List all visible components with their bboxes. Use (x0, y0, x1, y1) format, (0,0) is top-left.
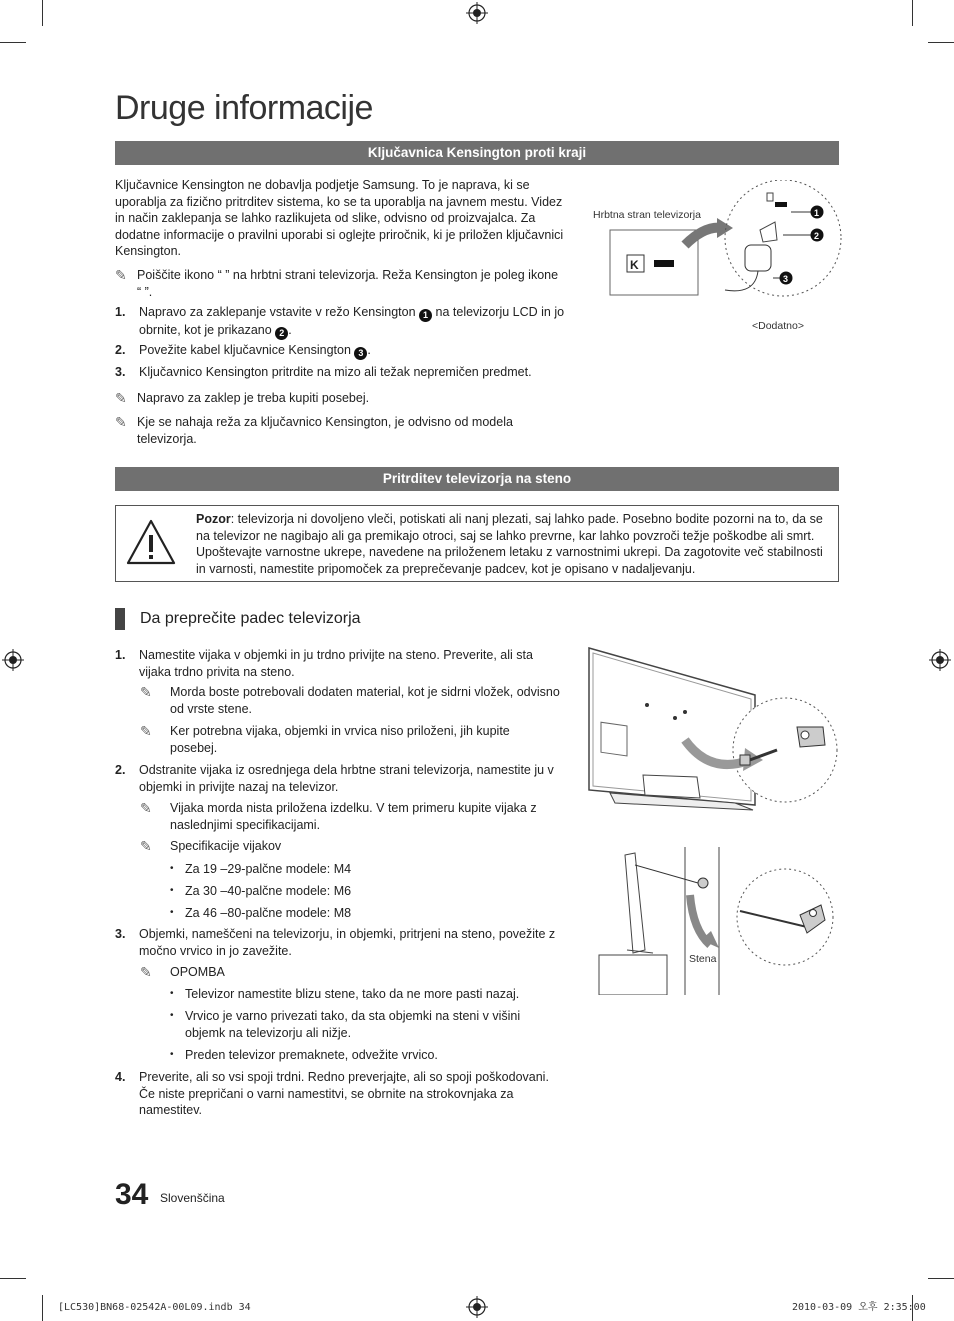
note-text: Specifikacije vijakov (170, 839, 282, 853)
note-pencil-icon: ✎ (140, 838, 152, 854)
note-pencil-icon: ✎ (115, 414, 127, 430)
file-info: [LC530]BN68-02542A-00L09.indb 34 (58, 1302, 251, 1313)
note-bullet-item (170, 986, 560, 1003)
note-slot-location (115, 414, 565, 447)
kensington-step-3 (115, 364, 565, 381)
kensington-intro: Ključavnice Kensington ne dobavlja podjetje Samsung. To je naprava, ki se uporablja za fizično pritrditev sistema, ko se ta uporablja na javnem mestu. Videz in način zaklepanja se lahko razlikujeta od slike, odvisno od proizvajalca. Za dodatne informacije o pravilni uporabi si oglejte priročnik, ki je priložen ključavnici Kensington. (115, 178, 564, 258)
bullet: • (170, 907, 174, 918)
crop-mark (928, 42, 954, 43)
screw-spec-item (170, 861, 351, 878)
note-text: Morda boste potrebovali dodaten material, kot je sidrni vložek, odvisno od vrste stene. (170, 685, 560, 716)
step-number: 3. (115, 927, 126, 941)
wall-step-2 (115, 762, 560, 795)
step-number: 3. (115, 365, 126, 379)
note-lock-purchase (115, 390, 565, 407)
step-number: 2. (115, 763, 126, 777)
step-text: Namestite vijaka v objemki in ju trdno privijte na steno. Preverite, ali sta vijaka trdno privita na steno. (139, 648, 533, 679)
figure-marker-3: 3 (783, 274, 789, 284)
kensington-step-1 (115, 304, 565, 340)
screw-spec-item (170, 883, 351, 900)
page-number: 34 (115, 1178, 149, 1211)
note-text: Vijaka morda nista priložena izdelku. V tem primeru kupite vijaka z naslednjimi specifikacijami. (170, 801, 537, 832)
figure-marker-2: 2 (814, 231, 820, 241)
crop-mark (42, 1295, 43, 1321)
wall-step-4 (115, 1069, 560, 1119)
note-bullet-text: Preden televizor premaknete, odvežite vrvico. (185, 1048, 438, 1062)
subheading-text: Da preprečite padec televizorja (140, 610, 361, 627)
note-pencil-icon: ✎ (115, 267, 127, 283)
step-number: 2. (115, 343, 126, 357)
note-pencil-icon: ✎ (140, 684, 152, 700)
note-bullet-text: Televizor namestite blizu stene, tako da ne more pasti nazaj. (185, 987, 520, 1001)
step-number: 1. (115, 305, 126, 319)
note-bullet-text: Vrvico je varno privezati tako, da sta objemki na steni v višini objemk na televizorju ali nižje. (185, 1009, 521, 1040)
note-text: Napravo za zaklep je treba kupiti posebej. (137, 391, 370, 405)
warning-triangle-icon (125, 518, 177, 566)
kensington-step-2 (115, 342, 565, 360)
warning-box (115, 505, 839, 582)
registration-mark-icon (466, 2, 488, 24)
registration-mark-icon (2, 649, 24, 671)
wall-step-1-note-2 (140, 723, 560, 756)
note-pencil-icon: ✎ (140, 723, 152, 739)
step-text: Objemki, nameščeni na televizorju, in objemki, pritrjeni na steno, povežite z močno vrvico in jo zavežite. (139, 927, 556, 958)
marker-1-icon: 1 (419, 309, 432, 322)
marker-3-icon: 3 (354, 347, 367, 360)
note-text: Ker potrebna vijaka, objemki in vrvica niso priloženi, jih kupite posebej. (170, 724, 510, 755)
bullet: • (170, 885, 174, 896)
section-heading-kensington: Ključavnica Kensington proti kraji (115, 141, 839, 165)
step-text (139, 342, 371, 360)
wall-step-1-note-1 (140, 684, 560, 717)
wall-step-3-note (140, 964, 560, 981)
crop-mark (0, 1278, 26, 1279)
registration-mark-icon (466, 1296, 488, 1318)
note-bullet-item (170, 1047, 560, 1064)
bullet: • (170, 1010, 174, 1021)
note-pencil-icon: ✎ (140, 800, 152, 816)
crop-mark (0, 42, 26, 43)
step-text-part: . (367, 343, 371, 357)
step-text-part: na televizorju LCD in jo obrnite, kot je prikazano (139, 305, 565, 337)
crop-mark (928, 1278, 954, 1279)
wall-label: Stena (689, 953, 717, 965)
step-text: Odstranite vijaka iz osrednjega dela hrbtne strani televizorja, namestite ju v objemki in privijte nazaj na televizor. (139, 763, 554, 794)
note-text: Kje se nahaja reža za ključavnico Kensington, je odvisno od modela televizorja. (137, 415, 513, 446)
page-title: Druge informacije (115, 89, 373, 127)
note-bullet-item (170, 1008, 560, 1041)
figure-label-tv-back: Hrbtna stran televizorja (593, 209, 701, 221)
step-text-part: Povežite kabel ključavnice Kensington (139, 343, 351, 357)
tv-wall-strap-illustration (595, 845, 835, 995)
crop-mark (912, 0, 913, 26)
screw-spec-text: Za 30 –40-palčne modele: M6 (185, 884, 352, 898)
bullet: • (170, 1049, 174, 1060)
figure-marker-1: 1 (814, 208, 820, 218)
step-text: Ključavnico Kensington pritrdite na mizo ali težak nepremičen predmet. (139, 365, 532, 379)
figure-label-optional: <Dodatno> (752, 320, 804, 332)
k-letter: K (630, 258, 639, 272)
step-number: 1. (115, 648, 126, 662)
note-text: Poiščite ikono “ ” na hrbtni strani televizorja. Reža Kensington je poleg ikone “ ”. (137, 268, 559, 299)
registration-mark-icon (929, 649, 951, 671)
section-heading-wall-mount: Pritrditev televizorja na steno (115, 467, 839, 491)
subheading-marker (115, 608, 125, 630)
tv-back-bracket-illustration (585, 645, 840, 815)
step-text-part: Napravo za zaklepanje vstavite v režo Kensington (139, 305, 416, 319)
bullet: • (170, 863, 174, 874)
bullet: • (170, 988, 174, 999)
note-kensington-icon (115, 267, 565, 300)
print-timestamp: 2010-03-09 오후 2:35:00 (792, 1302, 926, 1313)
marker-2-icon: 2 (275, 327, 288, 340)
wall-step-1 (115, 647, 560, 680)
screw-spec-text: Za 46 –80-palčne modele: M8 (185, 906, 352, 920)
subheading-prevent-fall (115, 608, 361, 630)
screw-spec-text: Za 19 –29-palčne modele: M4 (185, 862, 352, 876)
step-text: Preverite, ali so vsi spoji trdni. Redno preverjajte, ali so spoji poškodovani. Če niste prepričani o varni namestitvi, se obrnite na strokovnjaka za namestitev. (139, 1070, 549, 1117)
warning-label: Pozor (196, 512, 231, 526)
wall-step-3 (115, 926, 560, 959)
warning-body: : televizorja ni dovoljeno vleči, potiskati ali nanj plezati, saj lahko pade. Posebno bodite pozorni na to, da se na televizor ne nagibajo ali ga premikajo otroci, saj se lahko prevrne, kar lahko povzroči težje poškodbe ali smrt. Upoštevajte varnostne ukrepe, navedene na priloženem letaku z varnostnimi ukrepi. Da zagotovite več stabilnosti in varnosti, namestite pripomoček za preprečevanje padcev, kot je opisano v nadaljevanju. (196, 512, 823, 576)
wall-step-2-note-1 (140, 800, 560, 833)
note-title: OPOMBA (170, 965, 225, 979)
note-pencil-icon: ✎ (140, 964, 152, 980)
warning-text (196, 511, 828, 577)
note-pencil-icon: ✎ (115, 390, 127, 406)
step-number: 4. (115, 1070, 126, 1084)
crop-mark (42, 0, 43, 26)
kensington-lock-illustration (605, 180, 845, 305)
step-text-part: . (288, 323, 292, 337)
wall-step-2-note-2 (140, 838, 560, 855)
screw-spec-item (170, 905, 351, 922)
step-text (139, 304, 565, 340)
language-label: Slovenščina (160, 1191, 225, 1205)
